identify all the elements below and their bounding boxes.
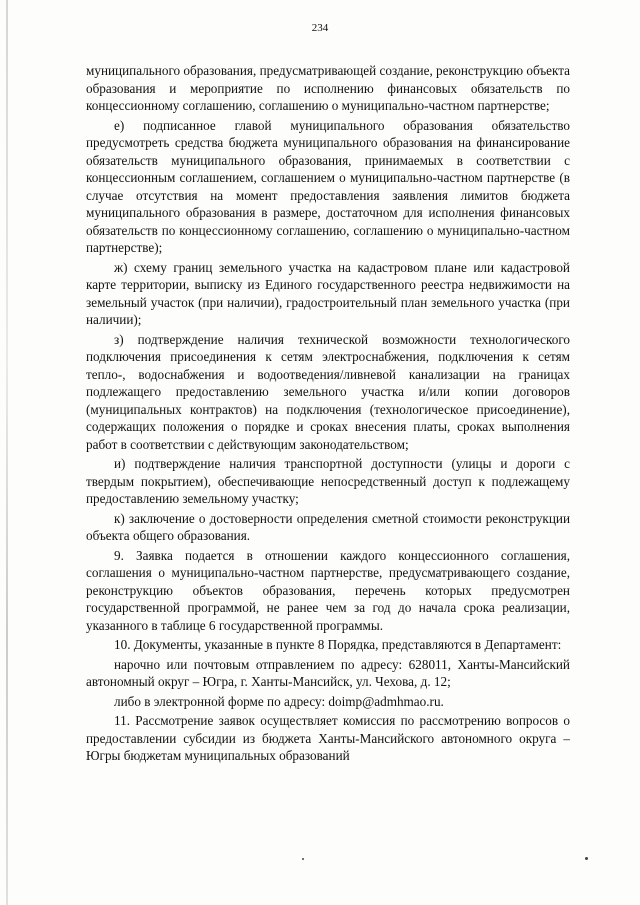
paragraph-item-zh: ж) схему границ земельного участка на кадастровом плане или кадастровой карте территории, выписку из Единого государственного реестра недвижимости на земельный участок (при наличии), градостроительный план земельного участка (при наличии); (86, 259, 570, 327)
paragraph-10: 10. Документы, указанные в пункте 8 Порядка, представляются в Департамент: (114, 637, 562, 652)
paragraph-item-i: и) подтверждение наличия транспортной доступности (улицы и дороги с твердым покрытием), обеспечивающие непосредственный доступ к подлежащему предоставлению земельному участку; (86, 456, 570, 506)
paragraph-9: 9. Заявка подается в отношении каждого концессионного соглашения, соглашения о муниципально-частном партнерстве, предусматривающего создание, реконструкцию объектов образования, перечень которых предусмотрен государственной программой, не ранее чем за год до начала срока реализации, указанного в таблице 6 государственной программы. (86, 547, 570, 633)
scan-speck (302, 858, 304, 860)
paragraph-email: либо в электронной форме по адресу: doimp@admhmao.ru. (114, 693, 444, 709)
paragraph-item-e: е) подписанное главой муниципального образования обязательство предусмотреть средства бюджета муниципального образования на финансирование обязательств муниципального образования, принимаемых в соответствии с концессионным соглашением, соглашением о муниципально-частном партнерстве (в случае отсутствия на момент предоставления заявления лимитов бюджета муниципального образования в размере, достаточном для исполнения финансовых обязательств по концессионному соглашению, соглашению о муниципально-частном партнерстве); (86, 117, 570, 255)
paragraph-11: 11. Рассмотрение заявок осуществляет комиссия по рассмотрению вопросов о предоставлении субсидии из бюджета Ханты-Мансийского автономного округа – Югры бюджетам муниципальных образований (86, 713, 570, 763)
document-body (86, 62, 570, 765)
scan-speck (585, 857, 588, 860)
page-number: 234 (311, 22, 329, 34)
paragraph-address: нарочно или почтовым отправлением по адресу: 628011, Ханты-Мансийский автономный округ – Югра, г. Ханты-Мансийск, ул. Чехова, д. 12; (86, 656, 570, 689)
paragraph-item-k: к) заключение о достоверности определения сметной стоимости реконструкции объекта общего образования. (86, 510, 570, 543)
scan-edge (6, 0, 8, 905)
paragraph-item-z: з) подтверждение наличия технической возможности технологического подключения присоединения к сетям электроснабжения, подключения к сетям тепло-, водоснабжения и водоотведения/ливневой канализации на границах подлежащего предоставлению земельного участка и/или копии договоров (муниципальных контрактов) на подключения (технологическое присоединение), содержащих положения о порядке и сроках внесения платы, сроках выполнения работ в соответствии с действующим законодательством; (86, 331, 570, 452)
paragraph-continuation: муниципального образования, предусматривающей создание, реконструкцию объекта образования и мероприятие по исполнению финансовых обязательств по концессионному соглашению, соглашению о муниципально-частном партнерстве; (86, 63, 571, 113)
